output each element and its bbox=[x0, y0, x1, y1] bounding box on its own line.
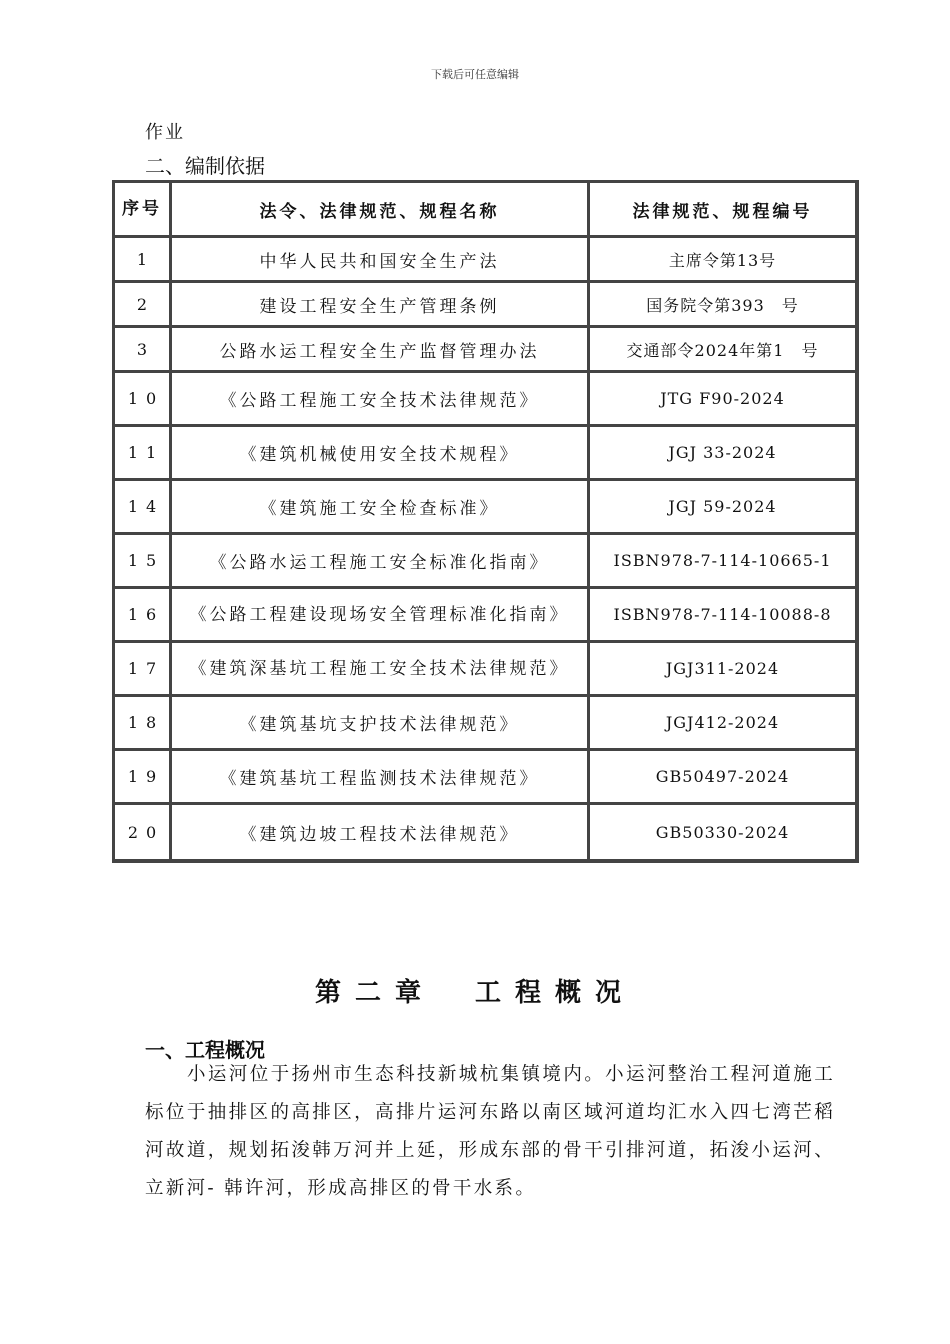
row-name: 《建筑基坑工程监测技术法律规范》 bbox=[172, 751, 590, 805]
row-name: 建设工程安全生产管理条例 bbox=[172, 283, 590, 328]
row-code: JGJ 33-2024 bbox=[590, 427, 855, 481]
sub-heading-overview: 一、工程概况 bbox=[145, 1038, 265, 1062]
table-row bbox=[115, 373, 855, 427]
chapter-title: 第二章 工程概况 bbox=[314, 978, 635, 1008]
row-name: 《建筑边坡工程技术法律规范》 bbox=[172, 805, 590, 859]
row-code: JTG F90-2024 bbox=[590, 373, 855, 427]
row-name: 《建筑机械使用安全技术规程》 bbox=[172, 427, 590, 481]
row-num: 20 bbox=[115, 805, 172, 859]
table-row bbox=[115, 427, 855, 481]
row-code: GB50330-2024 bbox=[655, 822, 790, 842]
table-row bbox=[115, 481, 855, 535]
table-row bbox=[115, 238, 855, 283]
row-code: JGJ412-2024 bbox=[590, 697, 855, 751]
row-num: 2 bbox=[115, 283, 172, 328]
continued-text: 作业 bbox=[145, 122, 185, 143]
row-code: 主席令第13号 bbox=[590, 238, 855, 283]
row-code: ISBN978-7-114-10088-8 bbox=[590, 589, 855, 643]
header-name: 法令、法律规范、规程名称 bbox=[172, 183, 590, 238]
row-num: 3 bbox=[115, 328, 172, 373]
row-num: 18 bbox=[115, 697, 172, 751]
table-row bbox=[115, 283, 855, 328]
table-row bbox=[115, 697, 855, 751]
header-code: 法律规范、规程编号 bbox=[590, 183, 855, 238]
section-heading-basis: 二、编制依据 bbox=[145, 154, 265, 178]
table-row bbox=[115, 751, 855, 805]
row-num: 17 bbox=[115, 643, 172, 697]
row-name: 《建筑施工安全检查标准》 bbox=[172, 481, 590, 535]
row-code: GB50497-2024 bbox=[590, 751, 855, 805]
header-num: 序号 bbox=[115, 183, 172, 238]
row-name: 中华人民共和国安全生产法 bbox=[172, 238, 590, 283]
table-row bbox=[115, 643, 855, 697]
table-row bbox=[115, 589, 855, 643]
row-num: 19 bbox=[115, 751, 172, 805]
row-num: 14 bbox=[115, 481, 172, 535]
table-row bbox=[115, 328, 855, 373]
row-name: 《公路水运工程施工安全标准化指南》 bbox=[172, 535, 590, 589]
page-header-note: 下载后可任意编辑 bbox=[431, 68, 519, 81]
row-code: 交通部令2024年第1 号 bbox=[590, 328, 855, 373]
row-code: 国务院令第393 号 bbox=[590, 283, 855, 328]
table-row bbox=[115, 805, 855, 859]
row-name: 《建筑基坑支护技术法律规范》 bbox=[172, 697, 590, 751]
row-num: 15 bbox=[115, 535, 172, 589]
row-code: JGJ311-2024 bbox=[590, 643, 855, 697]
row-num: 1 bbox=[115, 238, 172, 283]
row-name: 《公路工程建设现场安全管理标准化指南》 bbox=[172, 589, 590, 643]
row-name: 《建筑深基坑工程施工安全技术法律规范》 bbox=[172, 643, 590, 697]
table-header-row bbox=[115, 183, 855, 238]
table-row bbox=[115, 535, 855, 589]
row-num: 16 bbox=[115, 589, 172, 643]
row-name: 《公路工程施工安全技术法律规范》 bbox=[172, 373, 590, 427]
row-name: 公路水运工程安全生产监督管理办法 bbox=[172, 328, 590, 373]
row-code: JGJ 59-2024 bbox=[590, 481, 855, 535]
row-num: 10 bbox=[115, 373, 172, 427]
overview-paragraph: 小运河位于扬州市生态科技新城杭集镇境内。小运河整治工程河道施工标位于抽排区的高排区，高排片运河东路以南区域河道均汇水入四七湾芒稻河故道，规划拓浚韩万河并上延，形成东部的骨干引排河道，拓浚小运河、立新河- 韩许河，形成高排区的骨干水系。 bbox=[145, 1064, 835, 1199]
row-code: ISBN978-7-114-10665-1 bbox=[590, 535, 855, 589]
regulations-table bbox=[112, 180, 859, 863]
row-num: 11 bbox=[115, 427, 172, 481]
